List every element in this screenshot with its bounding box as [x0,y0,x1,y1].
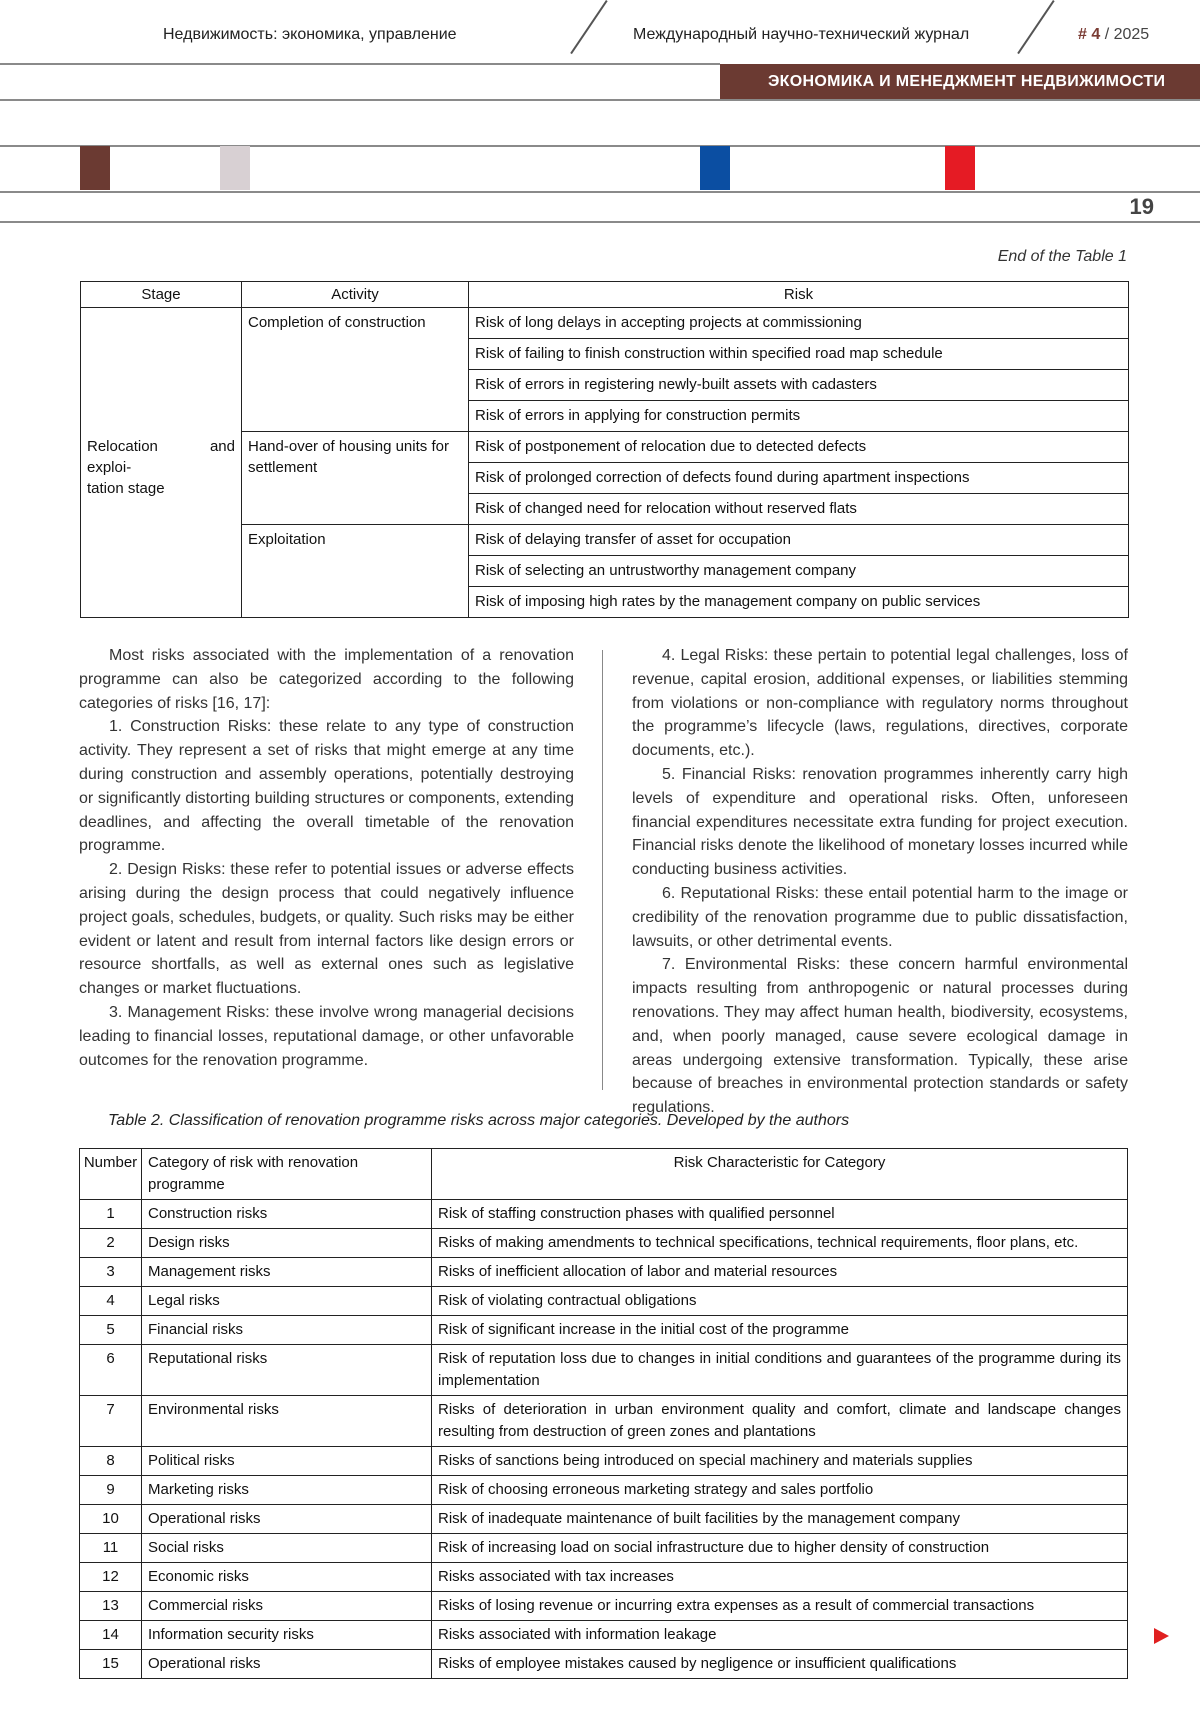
risk-characteristic: Risk of increasing load on social infrastructure due to higher density of construction [432,1534,1128,1563]
risk-characteristic: Risks of sanctions being introduced on special machinery and materials supplies [432,1447,1128,1476]
risk-characteristic: Risks of losing revenue or incurring extra expenses as a result of commercial transactions [432,1592,1128,1621]
section-title: ЭКОНОМИКА И МЕНЕДЖМЕНТ НЕДВИЖИМОСТИ [768,73,1166,90]
header-divider-1 [570,0,607,54]
activity-label: Hand-over of housing units for settlement [248,438,449,476]
col-header-stage: Stage [81,282,242,308]
issue-number [1078,26,1149,44]
row-number: 4 [80,1287,142,1316]
header-rule-5 [0,221,1200,223]
page-number: 19 [1129,194,1154,219]
table-row [80,1592,1128,1621]
risk-cell: Risk of failing to finish construction within specified road map schedule [469,339,1129,370]
table-row [80,1447,1128,1476]
table-header-row [81,282,1129,308]
risk-characteristic: Risk of reputation loss due to changes in initial conditions and guarantees of the programme during its implementation [432,1345,1128,1396]
activity-cell [242,432,469,525]
risk-category: Information security risks [142,1621,432,1650]
table-row [80,1287,1128,1316]
table-row [80,1476,1128,1505]
col-header-category: Category of risk with renovation programme [142,1149,432,1200]
row-number: 13 [80,1592,142,1621]
risk-category: Operational risks [142,1650,432,1679]
risk-characteristic: Risks of deterioration in urban environment quality and comfort, climate and landscape changes resulting from destruction of green zones and plantations [432,1396,1128,1447]
issue-hash: # 4 [1078,26,1101,43]
table-row [80,1258,1128,1287]
table-row [80,1650,1128,1679]
issue-year: / 2025 [1104,26,1150,43]
table-row [80,1200,1128,1229]
risk-category: Commercial risks [142,1592,432,1621]
row-number: 2 [80,1229,142,1258]
risk-category: Management risks [142,1258,432,1287]
col-header-activity: Activity [242,282,469,308]
header-rule-top [0,63,720,65]
column-divider [602,650,603,1090]
risk-category: Construction risks [142,1200,432,1229]
col-header-risk: Risk [469,282,1129,308]
risk-category: Design risks [142,1229,432,1258]
paragraph: 1. Construction Risks: these relate to any type of construction activity. They represent a set of risks that might emerge at any time during construction and assembly operations, potentially destroying or significantly distorting building structures or components, extending deadlines, and affecting the overall timetable of the renovation programme. [79,718,574,855]
table1-caption: End of the Table 1 [997,248,1127,265]
row-number: 5 [80,1316,142,1345]
stage-label: Relocation and exploi- tation stage [87,437,235,497]
table-row [80,1621,1128,1650]
table-row [81,432,1129,463]
table-row [80,1563,1128,1592]
table-row [80,1316,1128,1345]
risk-characteristic: Risks associated with information leakage [432,1621,1128,1650]
risk-characteristic: Risks of making amendments to technical specifications, technical requirements, floor plans, etc. [432,1229,1128,1258]
col-header-number: Number [80,1149,142,1200]
table-2 [79,1148,1128,1679]
risk-cell: Risk of delaying transfer of asset for occupation [469,525,1129,556]
row-number: 6 [80,1345,142,1396]
decor-square-blue [700,146,730,190]
risk-cell: Risk of postponement of relocation due to detected defects [469,432,1129,463]
row-number: 9 [80,1476,142,1505]
body-column-left [79,644,574,1072]
risk-cell: Risk of changed need for relocation without reserved flats [469,494,1129,525]
risk-cell: Risk of errors in registering newly-built assets with cadasters [469,370,1129,401]
table-row [80,1534,1128,1563]
table2-caption: Table 2. Classification of renovation programme risks across major categories. Developed by the authors [108,1112,850,1129]
risk-category: Reputational risks [142,1345,432,1396]
table-row [80,1345,1128,1396]
body-column-right [632,644,1128,1120]
journal-title-ru: Недвижимость: экономика, управление [163,26,457,43]
header-divider-2 [1017,0,1054,54]
paragraph: 3. Management Risks: these involve wrong managerial decisions leading to financial losses, reputational damage, or other unfavorable outcomes for the renovation programme. [79,1003,574,1069]
risk-characteristic: Risk of significant increase in the initial cost of the programme [432,1316,1128,1345]
risk-characteristic: Risks of employee mistakes caused by negligence or insufficient qualifications [432,1650,1128,1679]
risk-characteristic: Risks of inefficient allocation of labor and material resources [432,1258,1128,1287]
decor-square-brown [80,146,110,190]
section-banner [720,64,1200,100]
header-rule-4 [0,191,1200,193]
risk-cell: Risk of selecting an untrustworthy management company [469,556,1129,587]
next-page-arrow-icon[interactable] [1154,1628,1169,1644]
row-number: 7 [80,1396,142,1447]
row-number: 15 [80,1650,142,1679]
paragraph: 4. Legal Risks: these pertain to potential legal challenges, loss of revenue, capital erosion, additional expenses, or liabilities stemming from violations or non-compliance with regulatory norms throughout the programme’s lifecycle (laws, regulations, directives, corporate documents, etc.). [632,647,1128,760]
paragraph: 5. Financial Risks: renovation programmes inherently carry high levels of expenditure and operational risks. Often, unforeseen financial expenditures necessitate extra funding for project execution. Financial risks denote the likelihood of monetary losses incurred while conducting business activities. [632,765,1128,879]
risk-category: Marketing risks [142,1476,432,1505]
paragraph: 6. Reputational Risks: these entail potential harm to the image or credibility of the renovation programme due to public dissatisfaction, lawsuits, or other detrimental events. [632,884,1128,950]
table-row [80,1396,1128,1447]
row-number: 1 [80,1200,142,1229]
col-header-characteristic: Risk Characteristic for Category [432,1149,1128,1200]
risk-cell: Risk of imposing high rates by the management company on public services [469,587,1129,618]
table-row [80,1229,1128,1258]
paragraph: Most risks associated with the implementation of a renovation programme can also be categorized according to the following categories of risks [16, 17]: [79,647,574,712]
paragraph: 7. Environmental Risks: these concern harmful environmental impacts resulting from anthropogenic or natural processes during renovations. They may affect human health, biodiversity, ecosystems, and, when poorly managed, cause severe ecological damage in areas undergoing extensive transformation. Typically, these arise because of breaches in environmental protection standards or safety regulations. [632,956,1128,1117]
risk-category: Operational risks [142,1505,432,1534]
journal-subtitle-ru: Международный научно-технический журнал [633,26,970,43]
paragraph: 2. Design Risks: these refer to potential issues or adverse effects arising during the design process that could negatively influence project goals, schedules, budgets, or quality. Such risks may be either evident or latent and result from internal factors like design errors or resource shortfalls, as well as external ones such as legislative changes or market fluctuations. [79,861,574,998]
activity-cell: Completion of construction [242,308,469,432]
risk-cell: Risk of prolonged correction of defects found during apartment inspections [469,463,1129,494]
table-row [80,1505,1128,1534]
header-rule-3 [0,145,1200,147]
risk-cell: Risk of errors in applying for construction permits [469,401,1129,432]
row-number: 8 [80,1447,142,1476]
row-number: 10 [80,1505,142,1534]
decor-square-red [945,146,975,190]
decor-square-light [220,146,250,190]
risk-category: Environmental risks [142,1396,432,1447]
row-number: 12 [80,1563,142,1592]
table-row [81,308,1129,339]
risk-category: Economic risks [142,1563,432,1592]
header-rule-2 [0,99,1200,101]
table2-body [80,1200,1128,1679]
risk-characteristic: Risk of choosing erroneous marketing strategy and sales portfolio [432,1476,1128,1505]
row-number: 14 [80,1621,142,1650]
table-header-row [80,1149,1128,1200]
stage-cell-blank [81,308,242,432]
risk-category: Political risks [142,1447,432,1476]
table-1 [80,281,1129,618]
row-number: 3 [80,1258,142,1287]
risk-characteristic: Risk of staffing construction phases with qualified personnel [432,1200,1128,1229]
risk-category: Legal risks [142,1287,432,1316]
risk-cell: Risk of long delays in accepting projects at commissioning [469,308,1129,339]
risk-category: Financial risks [142,1316,432,1345]
risk-characteristic: Risks associated with tax increases [432,1563,1128,1592]
row-number: 11 [80,1534,142,1563]
stage-cell [81,432,242,618]
risk-characteristic: Risk of inadequate maintenance of built facilities by the management company [432,1505,1128,1534]
activity-cell: Exploitation [242,525,469,618]
risk-category: Social risks [142,1534,432,1563]
risk-characteristic: Risk of violating contractual obligations [432,1287,1128,1316]
